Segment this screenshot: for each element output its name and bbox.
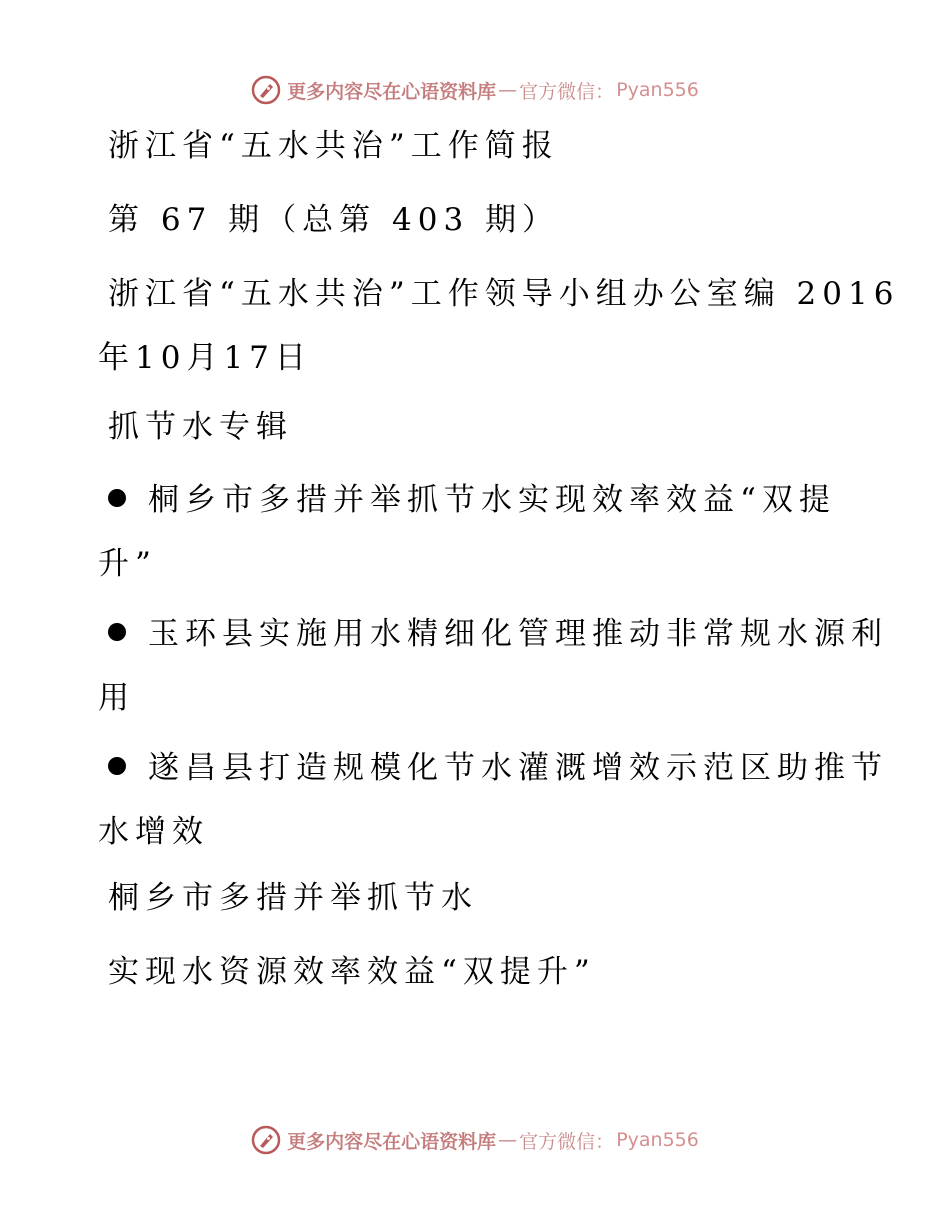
bullet-icon xyxy=(108,489,126,507)
editor-line-first: 浙江省“五水共治”工作领导小组办公室编 2016 xyxy=(108,276,900,312)
article-title-line2: 实现水资源效率效益“双提升” xyxy=(108,954,596,990)
article-title-line1: 桐乡市多措并举抓节水 xyxy=(108,880,478,916)
toc-item-text: 遂昌县打造规模化节水灌溉增效示范区助推节 xyxy=(148,750,888,786)
toc-item-text: 桐乡市多措并举抓节水实现效率效益“双提 xyxy=(148,482,836,518)
watermark-contact-label: 官方微信： xyxy=(519,80,615,103)
toc-item-continuation: 升” xyxy=(98,546,157,582)
section-title: 抓节水专辑 xyxy=(108,409,293,445)
toc-item-text: 玉环县实施用水精细化管理推动非常规水源利 xyxy=(148,616,888,652)
toc-item-continuation: 水增效 xyxy=(98,814,209,850)
document-title: 浙江省“五水共治”工作简报 xyxy=(108,128,559,164)
pen-nib-logo-icon xyxy=(251,75,281,105)
watermark-contact-label: 官方微信： xyxy=(519,1130,615,1153)
header-watermark xyxy=(0,70,950,110)
editor-line xyxy=(98,262,900,390)
footer-watermark xyxy=(0,1120,950,1160)
pen-nib-logo-icon xyxy=(251,1125,281,1155)
editor-line-second: 年10月17日 xyxy=(98,340,312,376)
toc-item xyxy=(98,602,888,730)
toc-item xyxy=(98,736,888,864)
bullet-icon xyxy=(108,757,126,775)
watermark-separator: — xyxy=(498,1129,518,1151)
bullet-icon xyxy=(108,623,126,641)
watermark-separator: — xyxy=(498,79,518,101)
watermark-main-text: 更多内容尽在心语资料库 xyxy=(287,1130,497,1153)
watermark-main-text: 更多内容尽在心语资料库 xyxy=(287,80,497,103)
issue-number: 第 67 期（总第 403 期） xyxy=(108,202,560,238)
toc-item xyxy=(98,468,858,596)
toc-item-continuation: 用 xyxy=(98,680,135,716)
watermark-contact-id: Pyan556 xyxy=(616,1129,699,1151)
watermark-contact-id: Pyan556 xyxy=(616,79,699,101)
